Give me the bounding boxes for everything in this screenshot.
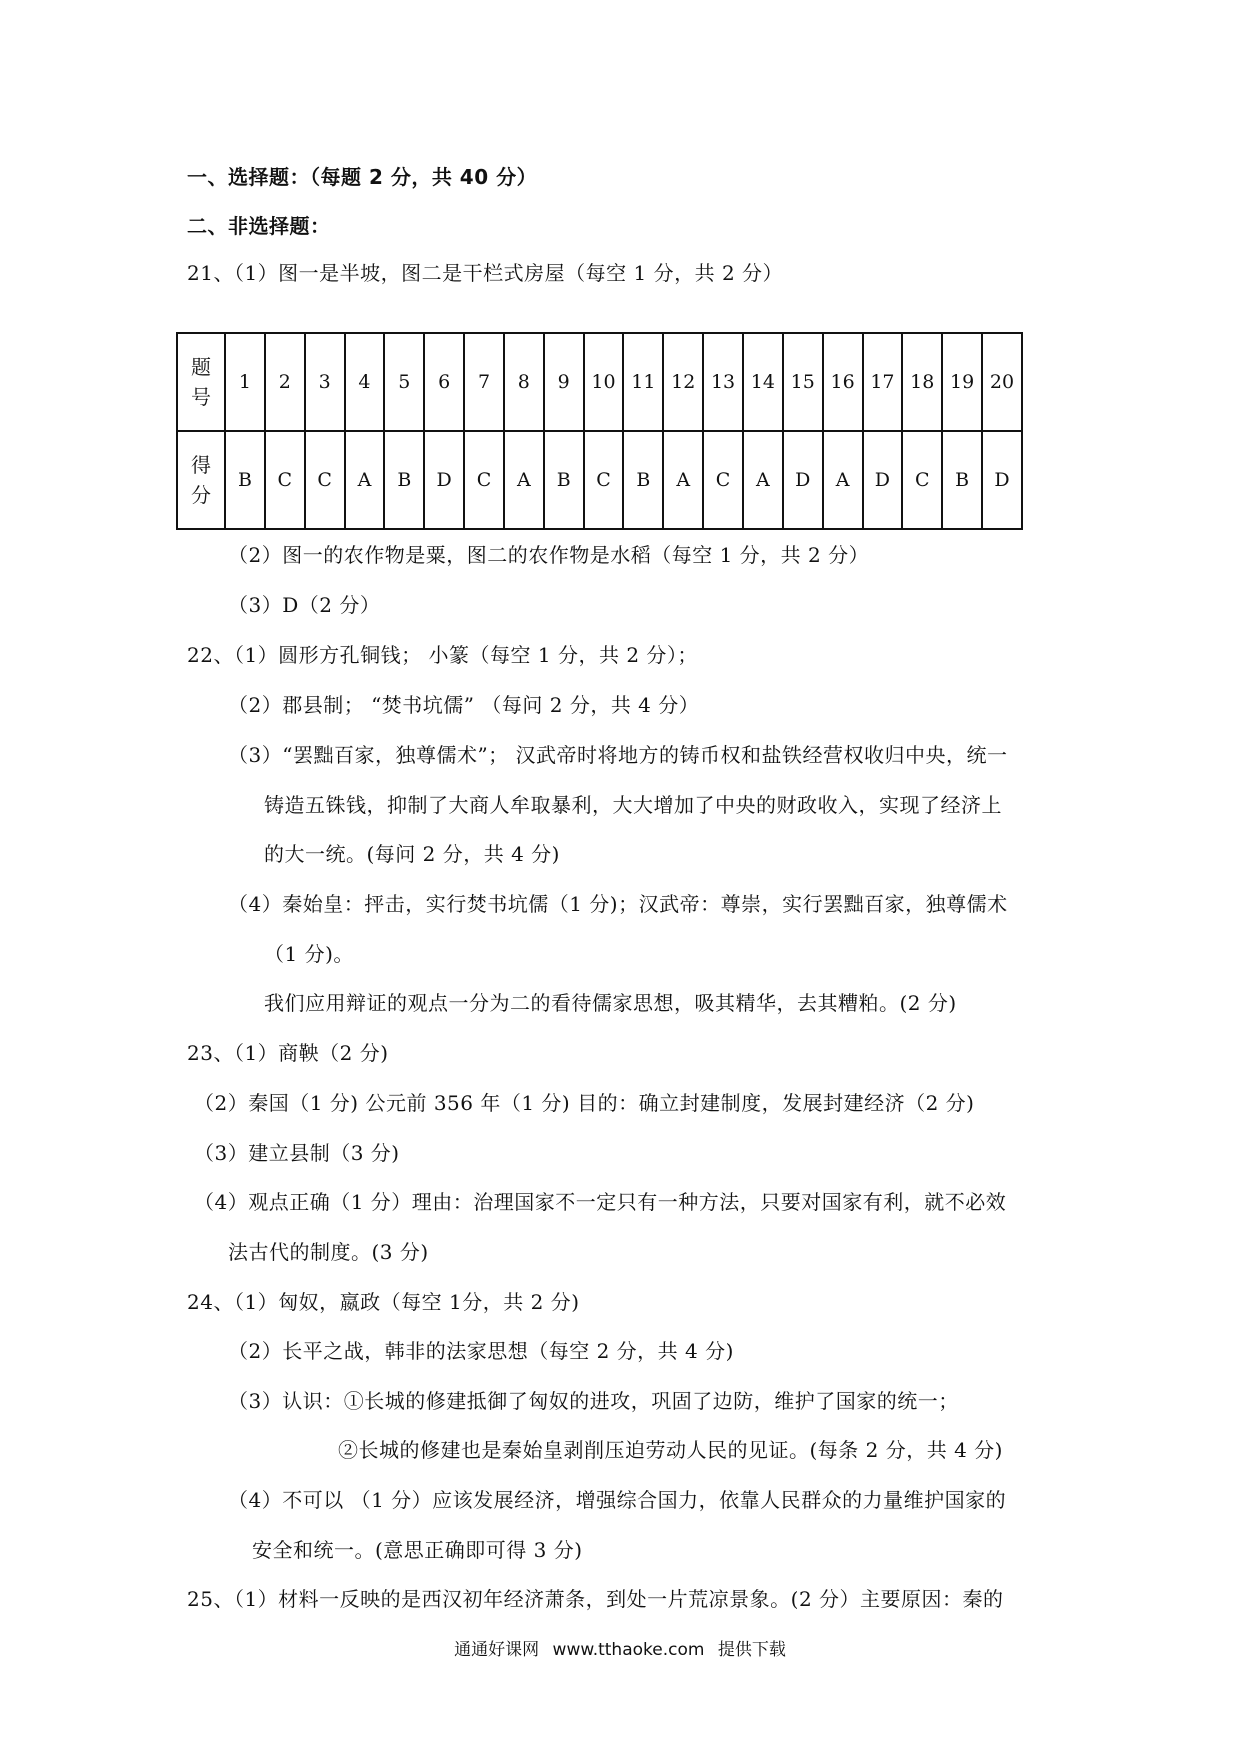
row-header-char: 分 [191,483,211,507]
q23-part3: （3）建立县制（3 分) [194,1141,400,1165]
answer-cell: D [424,431,464,529]
answer-cell: C [265,431,305,529]
q23-part4-line2: 法古代的制度。(3 分) [228,1240,429,1264]
number-cell: 19 [942,333,982,431]
q22-part1: 22、（1）圆形方孔铜钱； 小篆（每空 1 分，共 2 分）； [187,643,698,667]
q22-part2: （2）郡县制； “焚书坑儒” （每问 2 分，共 4 分） [228,693,700,717]
number-cell: 10 [584,333,624,431]
q23-part1: 23、（1）商鞅（2 分) [187,1041,389,1065]
answer-cell: B [384,431,424,529]
answer-cell: B [623,431,663,529]
answer-cell: D [863,431,903,529]
answer-cell: C [584,431,624,529]
table-row-answers [177,431,1022,529]
q22-part3-line3: 的大一统。(每问 2 分，共 4 分) [264,842,560,866]
row-header-char: 号 [191,385,211,409]
q24-part4-line1: （4）不可以 （1 分）应该发展经济，增强综合国力，依靠人民群众的力量维护国家的 [228,1488,1007,1512]
row-header-char: 得 [191,453,211,477]
number-cell: 13 [703,333,743,431]
answer-cell: C [305,431,345,529]
q23-part4-line1: （4）观点正确（1 分）理由：治理国家不一定只有一种方法，只要对国家有利，就不必效 [194,1190,1007,1214]
answer-cell: D [982,431,1022,529]
answer-cell: A [823,431,863,529]
q21-part1: 21、（1）图一是半坡，图二是干栏式房屋（每空 1 分，共 2 分） [187,261,784,285]
answer-cell: B [225,431,265,529]
number-cell: 2 [265,333,305,431]
number-cell: 16 [823,333,863,431]
answer-cell: C [703,431,743,529]
number-cell: 1 [225,333,265,431]
answer-cell: C [902,431,942,529]
number-cell: 20 [982,333,1022,431]
number-cell: 12 [663,333,703,431]
answer-cell: A [743,431,783,529]
answer-cell: A [663,431,703,529]
footer-url: www.tthaoke.com [552,1640,705,1660]
q23-part2: （2）秦国（1 分) 公元前 356 年（1 分) 目的：确立封建制度，发展封建经济（2 分) [194,1091,975,1115]
q24-part3-line2: ②长城的修建也是秦始皇剥削压迫劳动人民的见证。(每条 2 分，共 4 分) [338,1438,1003,1462]
number-cell: 3 [305,333,345,431]
number-cell: 14 [743,333,783,431]
answer-cell: C [464,431,504,529]
page-footer [0,1638,1240,1662]
number-cell: 9 [544,333,584,431]
footer-suffix: 提供下载 [717,1640,786,1660]
number-cell: 15 [783,333,823,431]
number-cell: 7 [464,333,504,431]
q22-part4-line2: （1 分)。 [264,942,354,966]
q24-part1: 24、（1）匈奴，嬴政（每空 1分，共 2 分) [187,1290,580,1314]
number-cell: 8 [504,333,544,431]
section-heading-non-choice: 二、非选择题： [187,214,331,238]
q24-part2: （2）长平之战，韩非的法家思想（每空 2 分，共 4 分) [228,1339,734,1363]
q22-part4-line3: 我们应用辩证的观点一分为二的看待儒家思想，吸其精华，去其糟粕。(2 分) [264,991,957,1015]
section-heading-choice: 一、选择题：（每题 2 分，共 40 分） [187,165,538,189]
number-cell: 5 [384,333,424,431]
q22-part4-line1: （4）秦始皇：抨击，实行焚书坑儒（1 分)；汉武帝：尊崇，实行罢黜百家，独尊儒术 [228,892,1008,916]
table-row-numbers [177,333,1022,431]
q22-part3-line2: 铸造五铢钱，抑制了大商人牟取暴利，大大增加了中央的财政收入，实现了经济上 [264,793,1002,817]
number-cell: 4 [345,333,385,431]
q24-part3-line1: （3）认识：①长城的修建抵御了匈奴的进攻，巩固了边防，维护了国家的统一； [228,1389,959,1413]
row-header-score [177,431,225,529]
number-cell: 18 [902,333,942,431]
q22-part3-line1: （3）“罢黜百家，独尊儒术”； 汉武帝时将地方的铸币权和盐铁经营权收归中央，统一 [228,743,1008,767]
row-header-char: 题 [191,355,211,379]
footer-site-name: 通通好课网 [454,1640,540,1660]
answer-cell: B [942,431,982,529]
number-cell: 6 [424,333,464,431]
q24-part4-line2: 安全和统一。(意思正确即可得 3 分) [252,1538,583,1562]
answer-cell: A [504,431,544,529]
number-cell: 17 [863,333,903,431]
row-header-number [177,333,225,431]
q21-part2: （2）图一的农作物是粟，图二的农作物是水稻（每空 1 分，共 2 分） [228,543,870,567]
answer-table [176,332,1023,530]
answer-cell: B [544,431,584,529]
number-cell: 11 [623,333,663,431]
q21-part3: （3）D（2 分） [228,593,381,617]
q25-part1: 25、（1）材料一反映的是西汉初年经济萧条，到处一片荒凉景象。(2 分）主要原因：秦的 [187,1587,1004,1611]
answer-cell: D [783,431,823,529]
answer-cell: A [345,431,385,529]
